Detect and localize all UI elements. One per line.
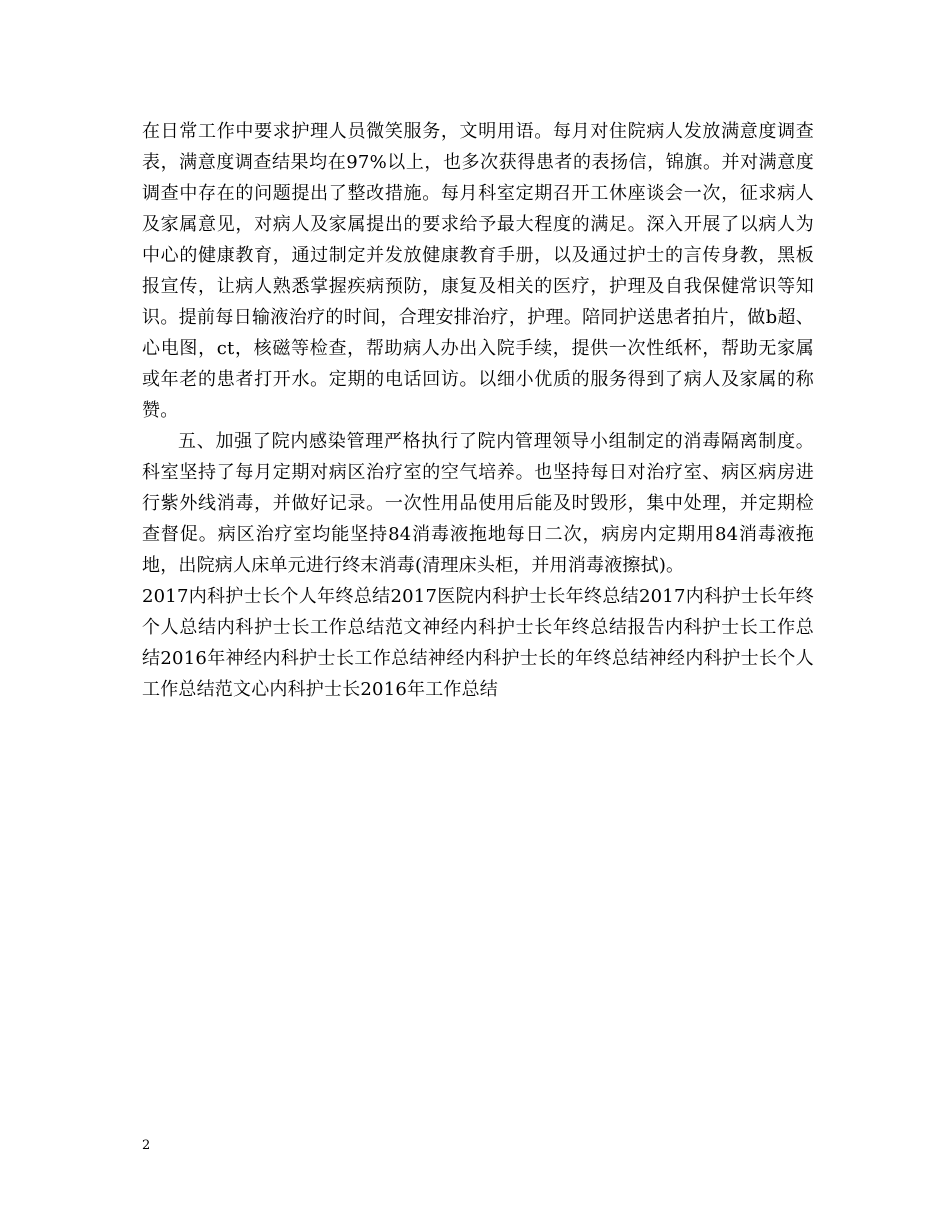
paragraph-service: 在日常工作中要求护理人员微笑服务，文明用语。每月对住院病人发放满意度调查表，满意度调查结果均在97%以上，也多次获得患者的表扬信，锦旗。并对满意度调查中存在的问题提出了整改措施。每月科室定期召开工休座谈会一次，征求病人及家属意见，对病人及家属提出的要求给予最大程度的满足。深入开展了以病人为中心的健康教育，通过制定并发放健康教育手册，以及通过护士的言传身教，黑板报宣传，让病人熟悉掌握疾病预防，康复及相关的医疗，护理及自我保健常识等知识。提前每日输液治疗的时间，合理安排治疗，护理。陪同护送患者拍片，做b超、心电图，ct，核磁等检查，帮助病人办出入院手续，提供一次性纸杯，帮助无家属或年老的患者打开水。定期的电话回访。以细小优质的服务得到了病人及家属的称赞。 [142, 121, 814, 421]
document-body [142, 116, 814, 705]
page-number: 2 [142, 1138, 151, 1153]
paragraph-related-titles: 2017内科护士长个人年终总结2017医院内科护士长年终总结2017内科护士长年终个人总结内科护士长工作总结范文神经内科护士长年终总结报告内科护士长工作总结2016年神经内科护士长工作总结神经内科护士长的年终总结神经内科护士长个人工作总结范文心内科护士长2016年工作总结 [142, 586, 814, 700]
paragraph-infection-control: 五、加强了院内感染管理严格执行了院内管理领导小组制定的消毒隔离制度。科室坚持了每月定期对病区治疗室的空气培养。也坚持每日对治疗室、病区病房进行紫外线消毒，并做好记录。一次性用品使用后能及时毁形，集中处理，并定期检查督促。病区治疗室均能坚持84消毒液拖地每日二次，病房内定期用84消毒液拖地，出院病人床单元进行终末消毒(清理床头柜，并用消毒液擦拭)。 [142, 431, 814, 576]
